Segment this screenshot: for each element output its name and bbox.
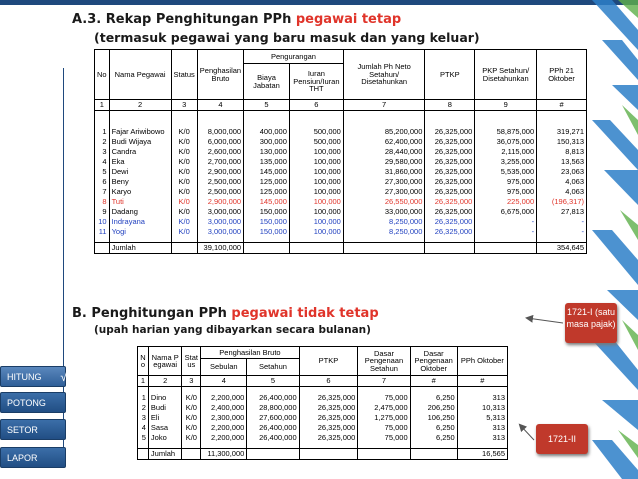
cell-biaya: 130,000 xyxy=(244,147,290,157)
cell-status: K/0 xyxy=(171,197,197,207)
total-bruto: 39,100,000 xyxy=(197,243,243,254)
header-ptkp: PTKP xyxy=(299,347,358,376)
cell-dasar2: 206,250 xyxy=(410,403,457,413)
cell-status: K/0 xyxy=(182,433,201,443)
cell-pph: 27,813 xyxy=(537,207,587,217)
table-b-body xyxy=(138,393,508,443)
cell-ptkp: 26,325,000 xyxy=(425,217,475,227)
header-no: No xyxy=(95,50,110,100)
cell-neto: 28,440,000 xyxy=(343,147,425,157)
cell-ptkp: 26,325,000 xyxy=(425,137,475,147)
header-no: No xyxy=(138,347,149,376)
cell-status: K/0 xyxy=(171,227,197,237)
cell-bruto: 2,700,000 xyxy=(197,157,243,167)
table-pegawai-tetap xyxy=(94,49,587,254)
table-row xyxy=(95,137,587,147)
cell-bruto: 2,500,000 xyxy=(197,187,243,197)
cell-neto: 26,550,000 xyxy=(343,197,425,207)
table-row xyxy=(95,207,587,217)
col-num: 9 xyxy=(475,100,537,111)
cell-pkp: 58,875,000 xyxy=(475,127,537,137)
cell-pph: (196,317) xyxy=(537,197,587,207)
decorative-pattern xyxy=(592,0,638,479)
cell-bruto: 8,000,000 xyxy=(197,127,243,137)
cell-neto: 33,000,000 xyxy=(343,207,425,217)
cell-no: 11 xyxy=(95,227,110,237)
cell-setahun: 27,600,000 xyxy=(247,413,299,423)
cell-no: 1 xyxy=(95,127,110,137)
cell-pkp: 3,255,000 xyxy=(475,157,537,167)
cell-bruto: 2,900,000 xyxy=(197,167,243,177)
nav-hitung-label: HITUNG xyxy=(7,372,42,382)
col-num: # xyxy=(537,100,587,111)
cell-nama: Beny xyxy=(109,177,171,187)
cell-no: 6 xyxy=(95,177,110,187)
section-b-title-highlight: pegawai tidak tetap xyxy=(231,306,379,321)
total-label: Jumlah xyxy=(109,243,171,254)
nav-potong-label: POTONG xyxy=(7,398,46,408)
cell-sebulan: 2,300,000 xyxy=(201,413,247,423)
cell-ptkp: 26,325,000 xyxy=(425,207,475,217)
col-num: 4 xyxy=(201,376,247,387)
cell-no: 5 xyxy=(95,167,110,177)
cell-iuran: 500,000 xyxy=(289,127,343,137)
header-bruto: Penghasilan Bruto xyxy=(197,50,243,100)
cell-pkp: 975,000 xyxy=(475,177,537,187)
cell-no: 1 xyxy=(138,393,149,403)
cell-biaya: 150,000 xyxy=(244,227,290,237)
cell-pph: - xyxy=(537,217,587,227)
col-num: 6 xyxy=(299,376,358,387)
cell-iuran: 100,000 xyxy=(289,197,343,207)
section-a-title-highlight: pegawai tetap xyxy=(295,12,402,27)
cell-neto: 27,300,000 xyxy=(343,177,425,187)
col-num: 5 xyxy=(244,100,290,111)
header-status: Status xyxy=(171,50,197,100)
col-num: 7 xyxy=(343,100,425,111)
cell-nama: Budi Wijaya xyxy=(109,137,171,147)
nav-lapor[interactable] xyxy=(0,447,66,468)
cell-pph: 4,063 xyxy=(537,187,587,197)
callout-1721-i: 1721-I (satu masa pajak) xyxy=(565,303,617,343)
cell-pph: 313 xyxy=(457,393,507,403)
nav-setor-label: SETOR xyxy=(7,425,38,435)
total-sebulan: 11,300,000 xyxy=(201,449,247,460)
cell-biaya: 145,000 xyxy=(244,197,290,207)
header-nama: Nama Pegawai xyxy=(148,347,182,376)
arrow-icon xyxy=(527,318,563,323)
cell-biaya: 400,000 xyxy=(244,127,290,137)
header-neto: Jumlah Ph Neto Setahun/ Disetahunkan xyxy=(343,50,425,100)
col-num: 1 xyxy=(138,376,149,387)
cell-nama: Karyo xyxy=(109,187,171,197)
cell-nama: Candra xyxy=(109,147,171,157)
cell-pph: - xyxy=(537,227,587,237)
cell-no: 2 xyxy=(138,403,149,413)
cell-status: K/0 xyxy=(182,423,201,433)
cell-pph: 4,063 xyxy=(537,177,587,187)
total-pph: 354,645 xyxy=(537,243,587,254)
col-num: # xyxy=(410,376,457,387)
cell-iuran: 100,000 xyxy=(289,207,343,217)
cell-ptkp: 26,325,000 xyxy=(425,187,475,197)
cell-iuran: 100,000 xyxy=(289,177,343,187)
section-a-subtitle: (termasuk pegawai yang baru masuk dan yang keluar) xyxy=(94,30,480,45)
cell-ptkp: 26,325,000 xyxy=(299,423,358,433)
cell-ptkp: 26,325,000 xyxy=(425,227,475,237)
cell-no: 3 xyxy=(95,147,110,157)
cell-biaya: 150,000 xyxy=(244,217,290,227)
cell-dasar1: 2,475,000 xyxy=(358,403,410,413)
total-label: Jumlah xyxy=(148,449,182,460)
cell-pph: 5,313 xyxy=(457,413,507,423)
cell-pkp: 36,075,000 xyxy=(475,137,537,147)
cell-ptkp: 26,325,000 xyxy=(425,177,475,187)
cell-nama: Sasa xyxy=(148,423,182,433)
cell-setahun: 26,400,000 xyxy=(247,393,299,403)
top-accent-bar xyxy=(0,0,638,5)
table-row xyxy=(95,187,587,197)
cell-pph: 13,563 xyxy=(537,157,587,167)
cell-dasar2: 6,250 xyxy=(410,433,457,443)
cell-nama: Dadang xyxy=(109,207,171,217)
section-b-subtitle: (upah harian yang dibayarkan secara bulanan) xyxy=(94,324,371,336)
cell-no: 7 xyxy=(95,187,110,197)
cell-no: 2 xyxy=(95,137,110,147)
arrow-icon xyxy=(520,425,534,440)
cell-dasar1: 75,000 xyxy=(358,423,410,433)
cell-no: 8 xyxy=(95,197,110,207)
callout-1721-ii: 1721-II xyxy=(536,424,588,454)
cell-biaya: 135,000 xyxy=(244,157,290,167)
section-b-title-text: B. Penghitungan PPh xyxy=(72,306,232,321)
nav-potong[interactable] xyxy=(0,392,66,413)
cell-pph: 23,063 xyxy=(537,167,587,177)
cell-sebulan: 2,200,000 xyxy=(201,433,247,443)
col-num: 7 xyxy=(358,376,410,387)
total-row xyxy=(138,449,508,460)
total-pph: 16,565 xyxy=(457,449,507,460)
cell-ptkp: 26,325,000 xyxy=(299,413,358,423)
column-number-row xyxy=(138,376,508,387)
cell-sebulan: 2,200,000 xyxy=(201,423,247,433)
cell-neto: 8,250,000 xyxy=(343,227,425,237)
cell-setahun: 28,800,000 xyxy=(247,403,299,413)
cell-dasar1: 75,000 xyxy=(358,393,410,403)
col-num: 6 xyxy=(289,100,343,111)
col-num: 3 xyxy=(171,100,197,111)
section-a-title xyxy=(72,12,401,27)
table-row xyxy=(95,227,587,237)
cell-neto: 62,400,000 xyxy=(343,137,425,147)
cell-nama: Budi xyxy=(148,403,182,413)
cell-status: K/0 xyxy=(171,137,197,147)
header-pkp: PKP Setahun/ Disetahunkan xyxy=(475,50,537,100)
cell-sebulan: 2,200,000 xyxy=(201,393,247,403)
cell-iuran: 100,000 xyxy=(289,157,343,167)
cell-bruto: 3,000,000 xyxy=(197,227,243,237)
header-sebulan: Sebulan xyxy=(201,359,247,376)
table-row xyxy=(95,147,587,157)
table-pegawai-tidak-tetap xyxy=(137,346,508,460)
cell-status: K/0 xyxy=(182,403,201,413)
cell-biaya: 145,000 xyxy=(244,167,290,177)
col-num: 3 xyxy=(182,376,201,387)
table-row xyxy=(138,423,508,433)
cell-no: 4 xyxy=(138,423,149,433)
cell-iuran: 100,000 xyxy=(289,227,343,237)
cell-status: K/0 xyxy=(171,167,197,177)
cell-bruto: 6,000,000 xyxy=(197,137,243,147)
cell-ptkp: 26,325,000 xyxy=(425,197,475,207)
header-nama: Nama Pegawai xyxy=(109,50,171,100)
cell-ptkp: 26,325,000 xyxy=(425,147,475,157)
cell-bruto: 3,000,000 xyxy=(197,207,243,217)
table-row xyxy=(138,393,508,403)
cell-pkp: 5,535,000 xyxy=(475,167,537,177)
cell-status: K/0 xyxy=(171,187,197,197)
header-iuran: Iuran Pensiun/Iuran THT xyxy=(289,64,343,100)
cell-biaya: 150,000 xyxy=(244,207,290,217)
cell-biaya: 125,000 xyxy=(244,177,290,187)
cell-biaya: 125,000 xyxy=(244,187,290,197)
cell-status: K/0 xyxy=(171,147,197,157)
cell-nama: Dino xyxy=(148,393,182,403)
cell-nama: Dewi xyxy=(109,167,171,177)
header-bruto: Penghasilan Bruto xyxy=(201,347,299,359)
cell-nama: Indrayana xyxy=(109,217,171,227)
nav-setor[interactable] xyxy=(0,419,66,440)
cell-status: K/0 xyxy=(182,393,201,403)
col-num: 2 xyxy=(148,376,182,387)
cell-dasar2: 6,250 xyxy=(410,423,457,433)
cell-ptkp: 26,325,000 xyxy=(425,157,475,167)
cell-nama: Eka xyxy=(109,157,171,167)
cell-bruto: 2,600,000 xyxy=(197,147,243,157)
table-row xyxy=(95,177,587,187)
cell-iuran: 100,000 xyxy=(289,167,343,177)
cell-no: 9 xyxy=(95,207,110,217)
nav-hitung[interactable] xyxy=(0,366,66,387)
cell-pph: 313 xyxy=(457,423,507,433)
cell-pkp: 2,115,000 xyxy=(475,147,537,157)
cell-neto: 8,250,000 xyxy=(343,217,425,227)
check-icon: √ xyxy=(60,370,67,384)
cell-status: K/0 xyxy=(171,207,197,217)
cell-dasar1: 75,000 xyxy=(358,433,410,443)
cell-neto: 27,300,000 xyxy=(343,187,425,197)
table-row xyxy=(95,157,587,167)
cell-pkp: 6,675,000 xyxy=(475,207,537,217)
col-num: 4 xyxy=(197,100,243,111)
cell-status: K/0 xyxy=(171,217,197,227)
cell-iuran: 100,000 xyxy=(289,187,343,197)
cell-pph: 150,313 xyxy=(537,137,587,147)
cell-iuran: 100,000 xyxy=(289,147,343,157)
header-pph: PPh Oktober xyxy=(457,347,507,376)
cell-bruto: 2,900,000 xyxy=(197,197,243,207)
cell-nama: Fajar Ariwibowo xyxy=(109,127,171,137)
cell-dasar2: 6,250 xyxy=(410,393,457,403)
cell-bruto: 3,000,000 xyxy=(197,217,243,227)
col-num: 8 xyxy=(425,100,475,111)
cell-setahun: 26,400,000 xyxy=(247,423,299,433)
col-num: 1 xyxy=(95,100,110,111)
cell-pph: 8,813 xyxy=(537,147,587,157)
cell-pkp: 225,000 xyxy=(475,197,537,207)
cell-nama: Tuti xyxy=(109,197,171,207)
section-b-title xyxy=(72,306,379,321)
cell-dasar2: 106,250 xyxy=(410,413,457,423)
cell-pph: 313 xyxy=(457,433,507,443)
cell-no: 3 xyxy=(138,413,149,423)
cell-biaya: 300,000 xyxy=(244,137,290,147)
cell-ptkp: 26,325,000 xyxy=(425,167,475,177)
col-num: 5 xyxy=(247,376,299,387)
table-a-body xyxy=(95,127,587,237)
cell-ptkp: 26,325,000 xyxy=(299,403,358,413)
nav-lapor-label: LAPOR xyxy=(7,453,38,463)
cell-iuran: 100,000 xyxy=(289,217,343,227)
cell-status: K/0 xyxy=(182,413,201,423)
column-number-row xyxy=(95,100,587,111)
total-row xyxy=(95,243,587,254)
header-ptkp: PTKP xyxy=(425,50,475,100)
cell-iuran: 500,000 xyxy=(289,137,343,147)
header-pph: PPh 21 Oktober xyxy=(537,50,587,100)
cell-neto: 31,860,000 xyxy=(343,167,425,177)
col-num: # xyxy=(457,376,507,387)
header-setahun: Setahun xyxy=(247,359,299,376)
cell-pkp: - xyxy=(475,227,537,237)
header-pengurangan: Pengurangan xyxy=(244,50,344,64)
cell-pph: 319,271 xyxy=(537,127,587,137)
cell-nama: Eli xyxy=(148,413,182,423)
cell-no: 5 xyxy=(138,433,149,443)
table-row xyxy=(138,433,508,443)
col-num: 2 xyxy=(109,100,171,111)
cell-sebulan: 2,400,000 xyxy=(201,403,247,413)
header-dasar-oktober: Dasar Pengenaan Oktober xyxy=(410,347,457,376)
header-dasar-setahun: Dasar Pengenaan Setahun xyxy=(358,347,410,376)
table-row xyxy=(95,127,587,137)
cell-setahun: 26,400,000 xyxy=(247,433,299,443)
table-row xyxy=(138,403,508,413)
table-row xyxy=(95,197,587,207)
cell-pph: 10,313 xyxy=(457,403,507,413)
cell-neto: 85,200,000 xyxy=(343,127,425,137)
cell-no: 4 xyxy=(95,157,110,167)
cell-status: K/0 xyxy=(171,157,197,167)
cell-ptkp: 26,325,000 xyxy=(299,433,358,443)
table-row xyxy=(138,413,508,423)
cell-nama: Joko xyxy=(148,433,182,443)
section-a-title-text: A.3. Rekap Penghitungan PPh xyxy=(72,12,296,27)
cell-ptkp: 26,325,000 xyxy=(299,393,358,403)
cell-pkp: - xyxy=(475,217,537,227)
table-row xyxy=(95,167,587,177)
cell-pkp: 975,000 xyxy=(475,187,537,197)
table-row xyxy=(95,217,587,227)
cell-no: 10 xyxy=(95,217,110,227)
header-status: Status xyxy=(182,347,201,376)
cell-neto: 29,580,000 xyxy=(343,157,425,167)
cell-nama: Yogi xyxy=(109,227,171,237)
header-biaya: Biaya Jabatan xyxy=(244,64,290,100)
cell-ptkp: 26,325,000 xyxy=(425,127,475,137)
cell-dasar1: 1,275,000 xyxy=(358,413,410,423)
cell-status: K/0 xyxy=(171,127,197,137)
cell-bruto: 2,500,000 xyxy=(197,177,243,187)
cell-status: K/0 xyxy=(171,177,197,187)
